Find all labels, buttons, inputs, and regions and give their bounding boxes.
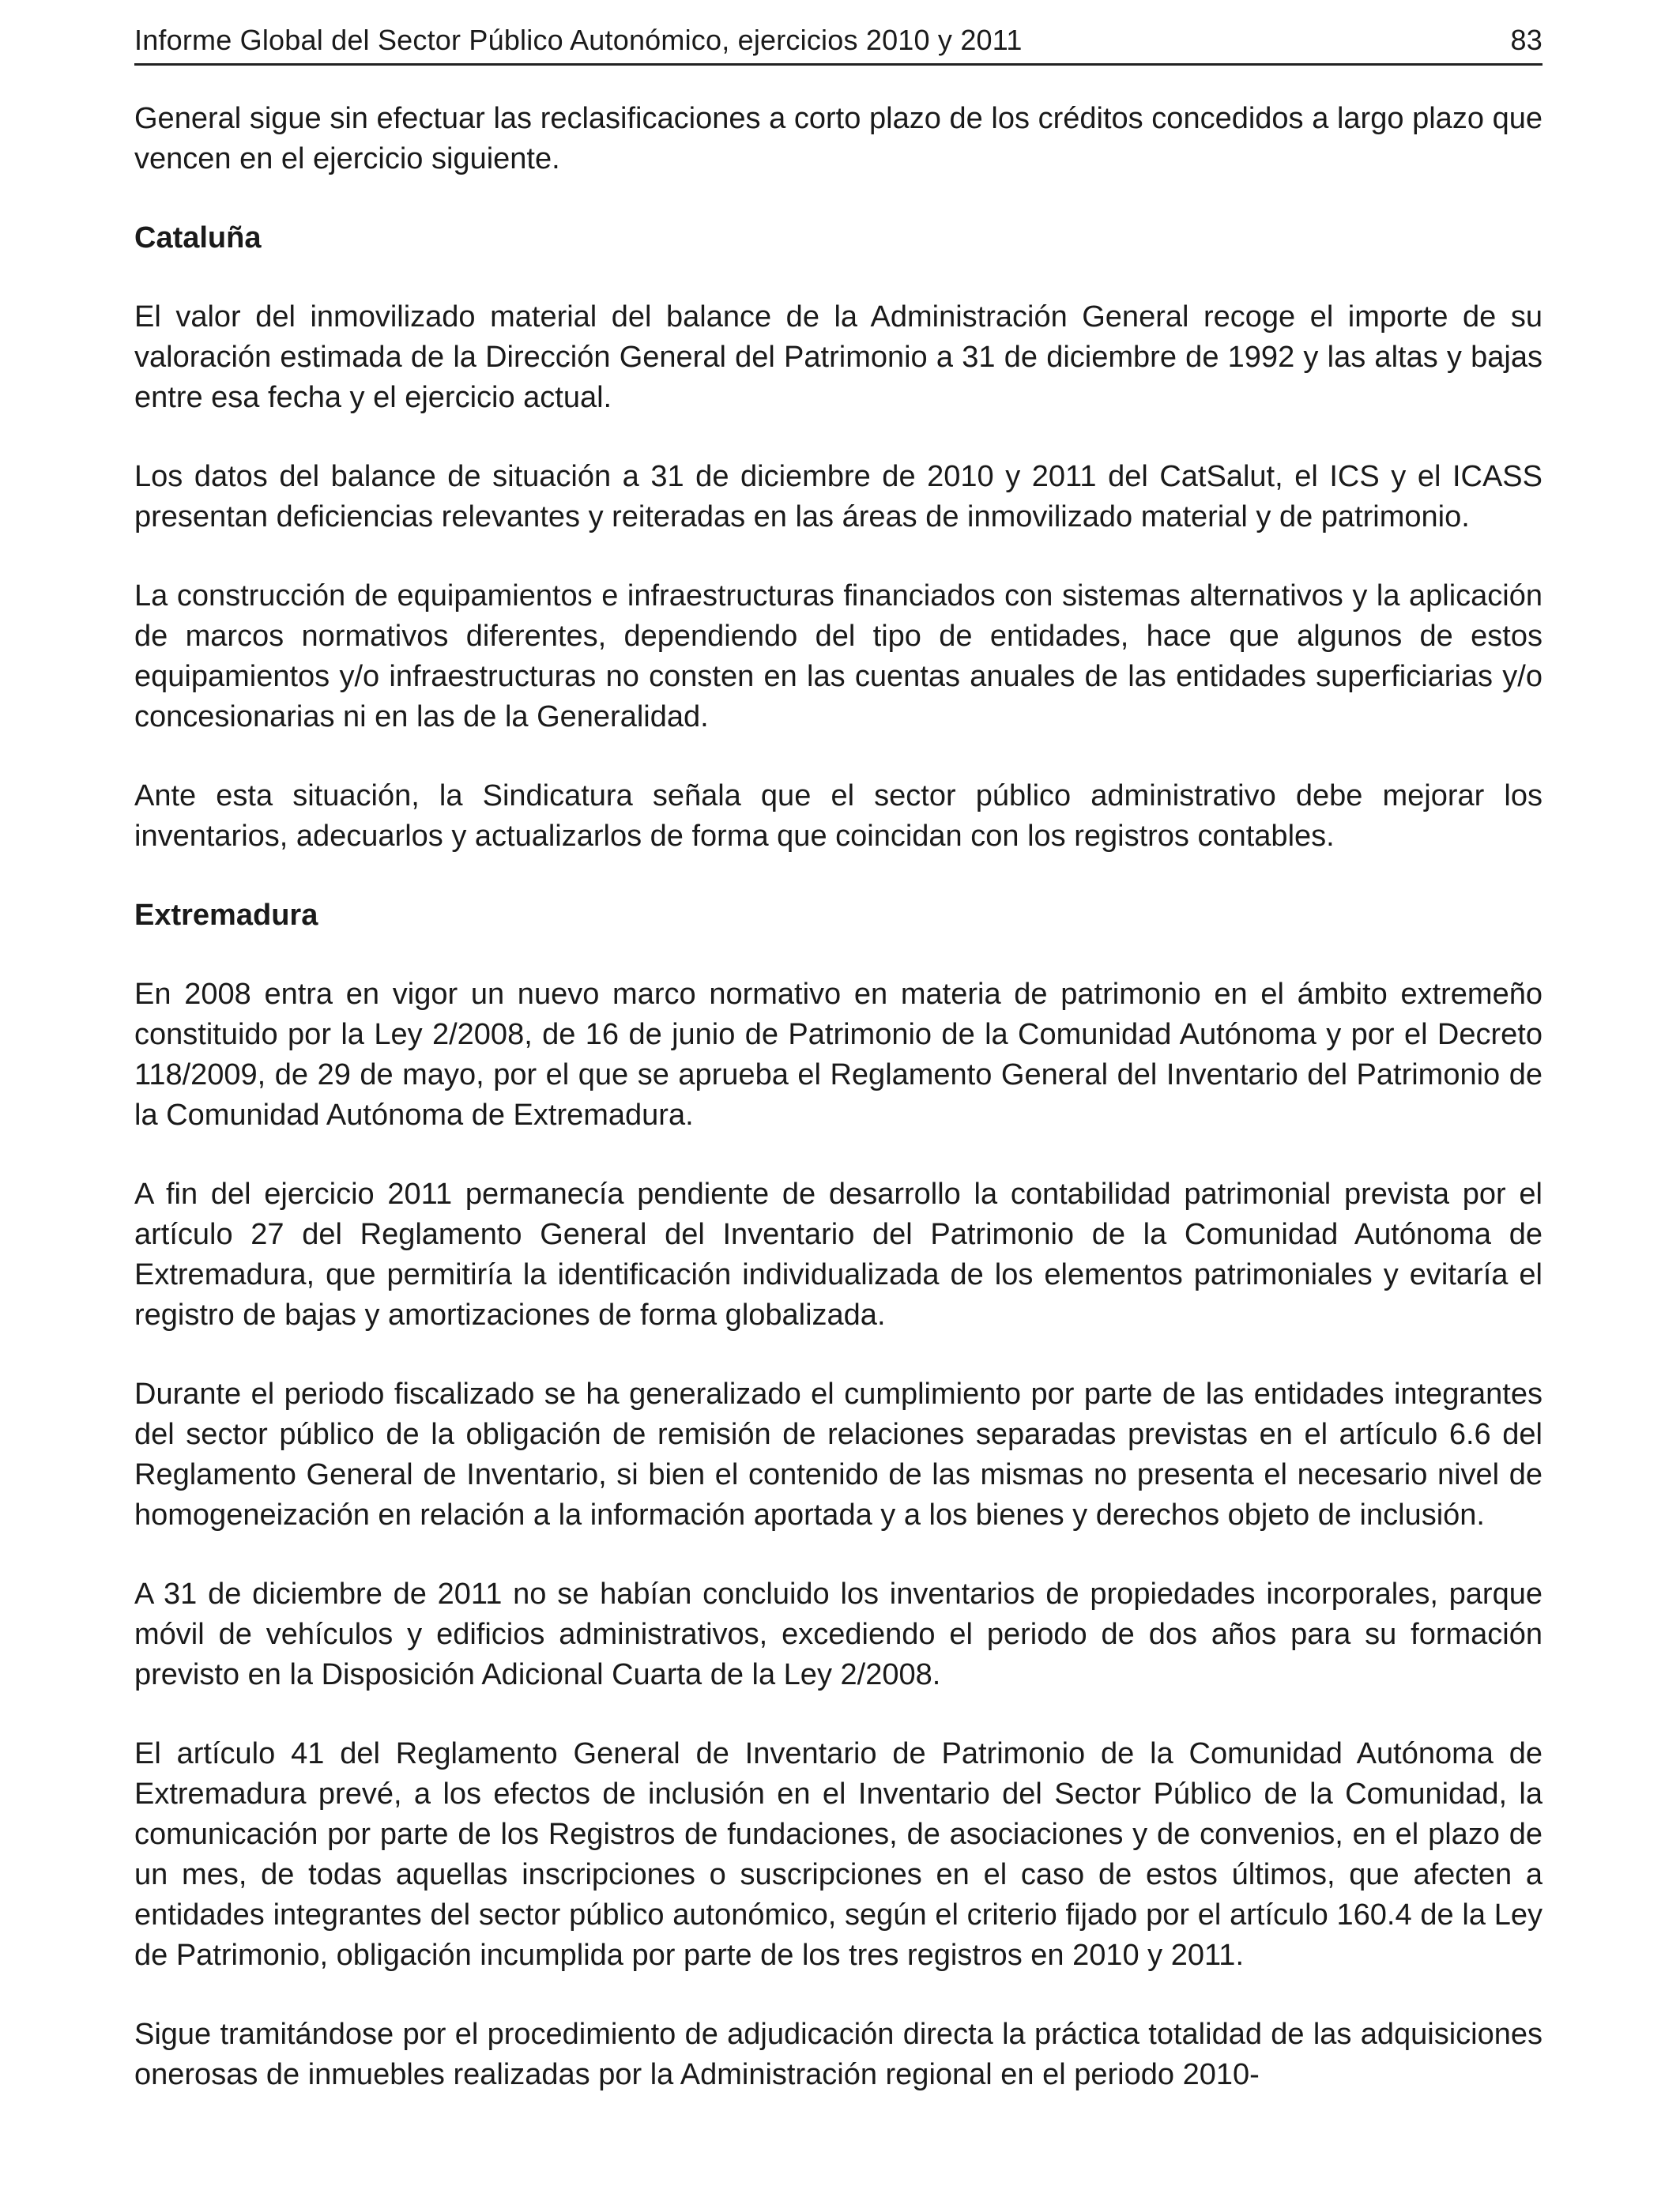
document-body xyxy=(134,99,1543,2134)
paragraph-inventarios-2011: A 31 de diciembre de 2011 no se habían concluido los inventarios de propiedades incorporales, parque móvil de vehículos y edificios administrativos, excediendo el periodo de dos años para su formación previsto en la Disposición Adicional Cuarta de la Ley 2/2008. xyxy=(134,1578,1543,1691)
page-number: 83 xyxy=(1510,24,1543,56)
section-heading-cataluna: Cataluña xyxy=(134,221,262,254)
paragraph-articulo-41: El artículo 41 del Reglamento General de Inventario de Patrimonio de la Comunidad Autónoma de Extremadura prevé, a los efectos de inclusión en el Inventario del Sector Público de la Comunidad, la comunicación por parte de los Registros de fundaciones, de asociaciones y de convenios, en el plazo de un mes, de todas aquellas inscripciones o suscripciones en el caso de estos últimos, que afecten a entidades integrantes del sector público autonómico, según el criterio fijado por el artículo 160.4 de la Ley de Patrimonio, obligación incumplida por parte de los tres registros en 2010 y 2011. xyxy=(134,1737,1543,1972)
section-heading-extremadura: Extremadura xyxy=(134,899,318,932)
paragraph-equipamientos: La construcción de equipamientos e infraestructuras financiados con sistemas alternativos y la aplicación de marcos normativos diferentes, dependiendo del tipo de entidades, hace que algunos de estos equipamientos y/o infraestructuras no consten en las cuentas anuales de las entidades superficiarias y/o concesionarias ni en las de la Generalidad. xyxy=(134,579,1543,733)
header-title: Informe Global del Sector Público Autonómico, ejercicios 2010 y 2011 xyxy=(134,24,1023,56)
document-page xyxy=(134,0,1543,2194)
paragraph-adjudicacion-directa: Sigue tramitándose por el procedimiento de adjudicación directa la práctica totalidad de las adquisiciones onerosas de inmuebles realizadas por la Administración regional en el periodo 2010- xyxy=(134,2018,1543,2091)
paragraph-sindicatura: Ante esta situación, la Sindicatura señala que el sector público administrativo debe mejorar los inventarios, adecuarlos y actualizarlos de forma que coincidan con los registros contables. xyxy=(134,779,1543,853)
paragraph-reclasificaciones: General sigue sin efectuar las reclasificaciones a corto plazo de los créditos concedidos a largo plazo que vencen en el ejercicio siguiente. xyxy=(134,102,1543,175)
paragraph-balance-catsalut: Los datos del balance de situación a 31 de diciembre de 2010 y 2011 del CatSalut, el ICS y el ICASS presentan deficiencias relevantes y reiteradas en las áreas de inmovilizado material y de patrimonio. xyxy=(134,460,1543,533)
paragraph-inmovilizado-cataluna: El valor del inmovilizado material del balance de la Administración General recoge el importe de su valoración estimada de la Dirección General del Patrimonio a 31 de diciembre de 1992 y las altas y bajas entre esa fecha y el ejercicio actual. xyxy=(134,300,1543,414)
paragraph-contabilidad-patrimonial: A fin del ejercicio 2011 permanecía pendiente de desarrollo la contabilidad patrimonial prevista por el artículo 27 del Reglamento General del Inventario del Patrimonio de la Comunidad Autónoma de Extremadura, que permitiría la identificación individualizada de los elementos patrimoniales y evitaría el registro de bajas y amortizaciones de forma globalizada. xyxy=(134,1178,1543,1332)
running-header xyxy=(134,17,1543,66)
paragraph-marco-normativo: En 2008 entra en vigor un nuevo marco normativo en materia de patrimonio en el ámbito extremeño constituido por la Ley 2/2008, de 16 de junio de Patrimonio de la Comunidad Autónoma y por el Decreto 118/2009, de 29 de mayo, por el que se aprueba el Reglamento General del Inventario del Patrimonio de la Comunidad Autónoma de Extremadura. xyxy=(134,978,1543,1132)
paragraph-periodo-fiscalizado: Durante el periodo fiscalizado se ha generalizado el cumplimiento por parte de las entidades integrantes del sector público de la obligación de remisión de relaciones separadas previstas en el artículo 6.6 del Reglamento General de Inventario, si bien el contenido de las mismas no presenta el necesario nivel de homogeneización en relación a la información aportada y a los bienes y derechos objeto de inclusión. xyxy=(134,1378,1543,1532)
